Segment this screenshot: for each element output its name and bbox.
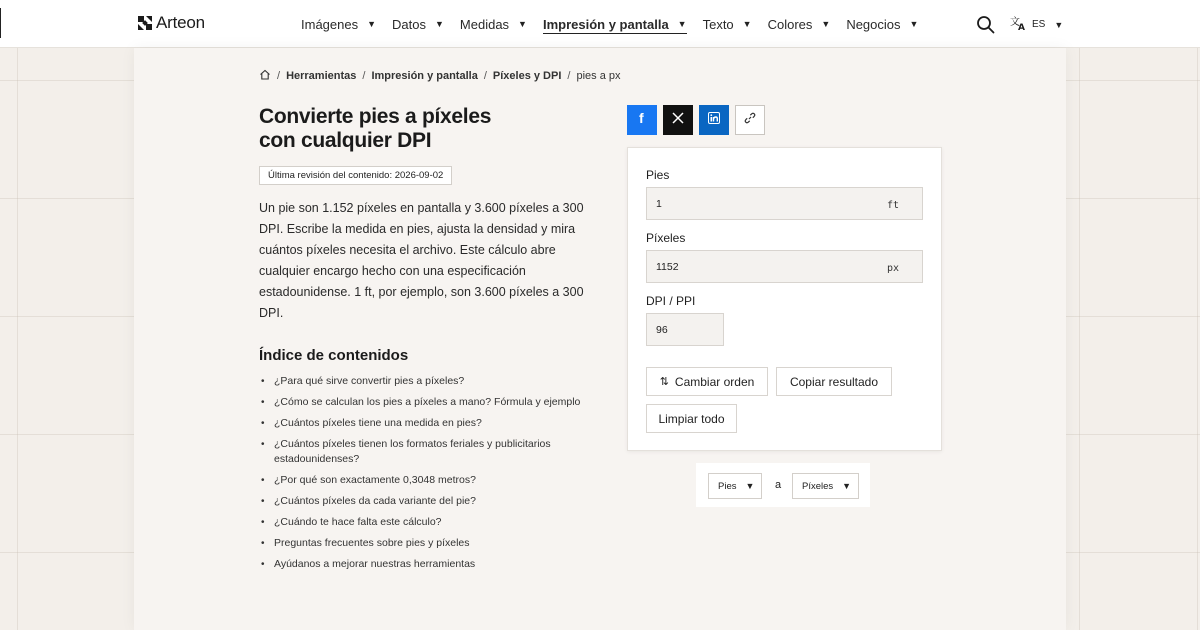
intro-paragraph: Un pie son 1.152 píxeles en pantalla y 3.600 píxeles a 300 DPI. Escribe la medida en pies, ajusta la densidad y mira cuántos píxeles necesita el archivo. Este cálculo abre cualquier encargo hecho con una especificación estadounidense. 1 ft, por ejemplo, son 3.600 píxeles a 300 DPI. (259, 201, 584, 320)
dpi-input-value: 96 (656, 323, 668, 336)
link-icon (744, 111, 756, 129)
feet-label: Pies (646, 168, 670, 182)
nav-item-impresion-y-pantalla[interactable] (543, 0, 687, 48)
nav-item-medidas[interactable] (460, 0, 527, 48)
page-title-line2: con cualquier DPI (259, 129, 432, 152)
unit-switch (696, 463, 870, 507)
brand-name: Arteon (156, 13, 205, 32)
caret-down-icon: ▼ (909, 19, 919, 29)
dpi-input[interactable] (646, 313, 724, 346)
feet-input[interactable] (646, 187, 923, 220)
facebook-icon (636, 111, 648, 129)
page-title-line1: Convierte pies a píxeles (259, 105, 492, 128)
toc-item[interactable]: • ¿Cuántos píxeles tienen los formatos feriales y publicitarios estadounidenses? (259, 437, 609, 467)
linkedin-icon (708, 111, 720, 129)
nav-label: Datos (392, 16, 426, 32)
svg-text:A: A (1018, 23, 1025, 31)
brand-logo-icon (137, 15, 153, 31)
nav-label: Medidas (459, 16, 510, 32)
nav-label: Colores (767, 16, 813, 32)
x-icon (672, 111, 684, 129)
breadcrumb-separator: / (277, 70, 281, 82)
copy-result-button[interactable] (776, 367, 892, 396)
toc-item[interactable]: • ¿Por qué son exactamente 0,3048 metros? (259, 473, 609, 488)
caret-down-icon: ▼ (745, 481, 755, 491)
caret-down-icon: ▼ (434, 19, 444, 29)
pixels-input[interactable] (646, 250, 923, 283)
to-unit-select[interactable] (792, 473, 859, 499)
caret-down-icon: ▼ (842, 481, 852, 491)
breadcrumb-item-pixeles-dpi[interactable]: Píxeles y DPI (492, 70, 562, 82)
nav-item-colores[interactable] (768, 0, 831, 48)
caret-down-icon: ▼ (518, 19, 527, 29)
language-selector[interactable] (1010, 15, 1063, 34)
pixels-input-value: 1152 (656, 260, 679, 273)
page-title (259, 105, 559, 153)
breadcrumb-separator: / (567, 70, 571, 82)
language-code: ES (1032, 19, 1046, 30)
unit-switch-connector: a (775, 479, 782, 491)
toc-item[interactable]: • ¿Cuándo te hace falta este cálculo? (259, 515, 609, 530)
copy-result-label: Copiar resultado (789, 374, 879, 389)
nav-item-datos[interactable] (392, 0, 444, 48)
toc-item[interactable]: • Ayúdanos a mejorar nuestras herramientas (259, 557, 609, 572)
share-bar (627, 105, 765, 135)
toc-item[interactable]: • ¿Cuántos píxeles da cada variante del pie? (259, 494, 609, 509)
swap-vertical-icon: ⇅ (659, 376, 669, 388)
toc-item[interactable]: • ¿Cómo se calculan los pies a píxeles a mano? Fórmula y ejemplo (259, 395, 609, 410)
from-unit-select[interactable] (708, 473, 762, 499)
nav-item-negocios[interactable] (846, 0, 918, 48)
breadcrumb (259, 69, 620, 83)
breadcrumb-separator: / (362, 70, 366, 82)
caret-down-icon: ▼ (742, 19, 752, 29)
nav-label: Imágenes (301, 16, 359, 32)
copy-link-button[interactable] (735, 105, 765, 135)
translate-icon (1010, 15, 1027, 34)
svg-text:文: 文 (1010, 17, 1020, 28)
breadcrumb-separator: / (483, 70, 487, 82)
nav-label: Texto (702, 16, 734, 32)
feet-input-value: 1 (656, 197, 662, 210)
nav-label: Impresión y pantalla (542, 16, 669, 32)
home-icon[interactable] (259, 69, 271, 83)
swap-order-button[interactable] (646, 367, 768, 396)
caret-down-icon: ▼ (821, 19, 831, 29)
revision-badge: Última revisión del contenido: 2026-09-02 (259, 166, 452, 185)
nav-item-imagenes[interactable] (301, 0, 376, 48)
breadcrumb-item-impresion[interactable]: Impresión y pantalla (371, 70, 478, 82)
nav-item-texto[interactable] (703, 0, 752, 48)
breadcrumb-item-herramientas[interactable]: Herramientas (286, 70, 357, 82)
site-header (0, 0, 1200, 48)
pixels-unit: px (886, 263, 899, 274)
share-facebook-button[interactable] (627, 105, 657, 135)
swap-order-label: Cambiar orden (674, 374, 755, 389)
dpi-label: DPI / PPI (646, 294, 696, 308)
from-unit-value: Pies (718, 480, 737, 492)
pixels-label: Píxeles (646, 231, 686, 245)
toc-item[interactable]: • ¿Cuántos píxeles tiene una medida en pies? (259, 416, 609, 431)
svg-text:f: f (639, 111, 644, 124)
search-icon[interactable] (976, 15, 995, 34)
toc-title: Índice de contenidos (259, 347, 409, 364)
table-of-contents (259, 374, 609, 578)
caret-down-icon: ▼ (677, 19, 687, 29)
converter-panel (627, 147, 942, 451)
clear-all-label: Limpiar todo (658, 411, 725, 426)
main-nav (301, 0, 934, 48)
feet-unit: ft (886, 200, 899, 211)
breadcrumb-item-current: pies a px (576, 70, 621, 82)
share-linkedin-button[interactable] (699, 105, 729, 135)
to-unit-value: Píxeles (802, 480, 834, 492)
brand-logo[interactable] (137, 13, 205, 33)
nav-label: Negocios (846, 16, 901, 32)
clear-all-button[interactable] (646, 404, 737, 433)
caret-down-icon: ▼ (1054, 19, 1064, 30)
share-x-button[interactable] (663, 105, 693, 135)
toc-item[interactable]: • ¿Para qué sirve convertir pies a píxeles? (259, 374, 609, 389)
caret-down-icon: ▼ (367, 19, 377, 29)
toc-item[interactable]: • Preguntas frecuentes sobre pies y píxeles (259, 536, 609, 551)
main-content (134, 48, 1066, 630)
